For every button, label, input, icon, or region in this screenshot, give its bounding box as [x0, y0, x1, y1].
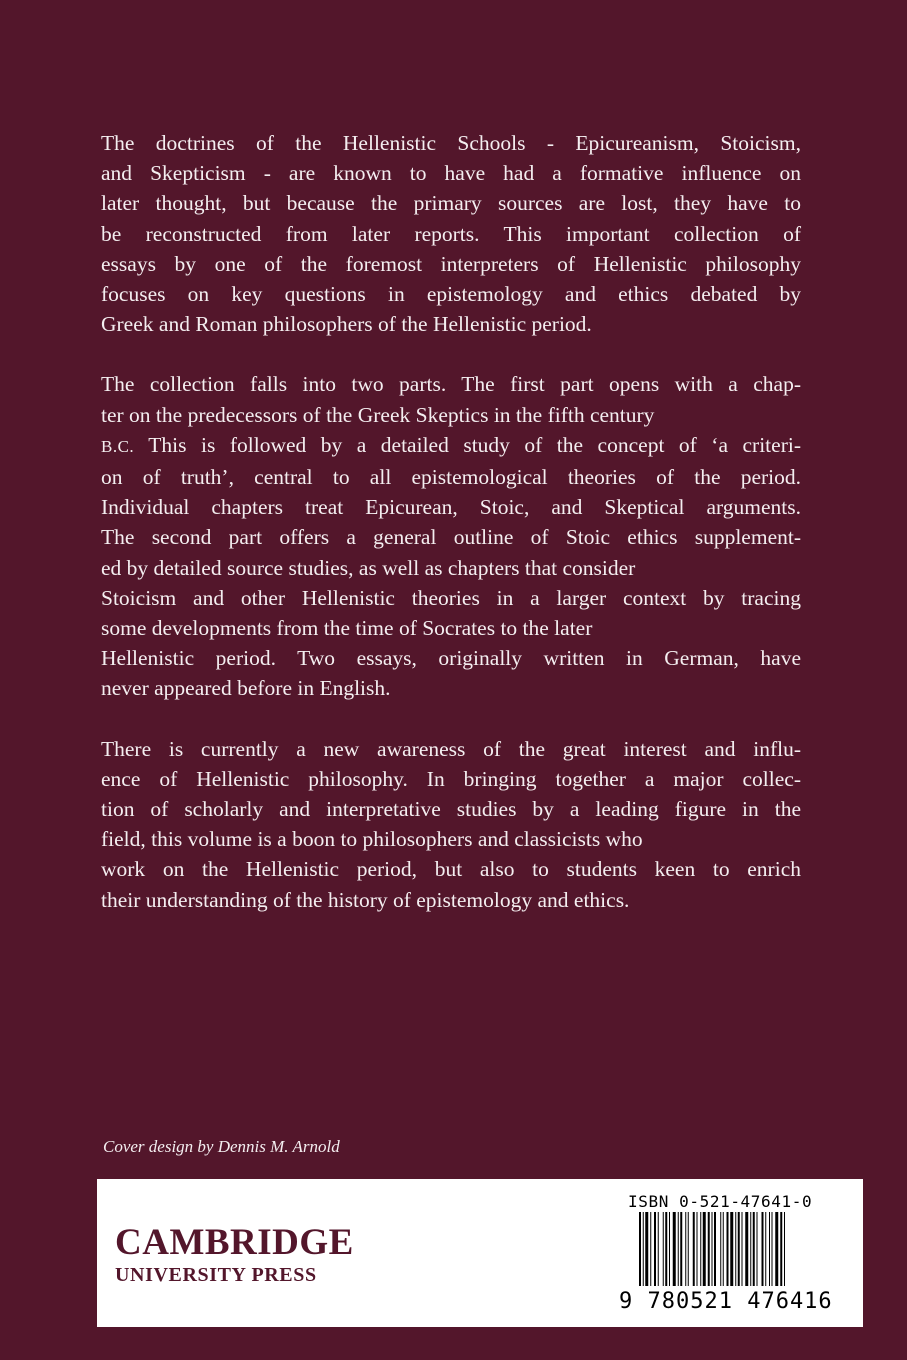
barcode-bar: [727, 1212, 729, 1286]
barcode-bar: [780, 1212, 782, 1286]
text-line: never appeared before in English.: [101, 676, 391, 701]
text-line: work on the Hellenistic period, but also to students keen to enrich: [101, 857, 801, 882]
barcode-bar: [639, 1212, 641, 1286]
blurb-paragraph-1: [101, 128, 801, 339]
barcode-bar: [762, 1212, 764, 1286]
text-line: [101, 430, 801, 462]
barcode-bar: [769, 1212, 770, 1286]
publisher-name: CAMBRIDGE: [115, 1222, 354, 1263]
barcode-bar: [645, 1212, 648, 1286]
blurb-paragraph-2: [101, 369, 801, 703]
barcode-bar: [742, 1212, 743, 1286]
text-line: Stoicism and other Hellenistic theories in a larger context by tracing: [101, 585, 801, 610]
barcode-bar: [753, 1212, 755, 1286]
text-line: Individual chapters treat Epicurean, Stoic, and Skeptical arguments.: [101, 495, 801, 520]
barcode-bar: [772, 1212, 773, 1286]
text-line: There is currently a new awareness of the great interest and influ-: [101, 736, 801, 761]
cover-design-credit: Cover design by Dennis M. Arnold: [103, 1137, 340, 1156]
barcode-bar: [697, 1212, 698, 1286]
barcode-bar: [714, 1212, 716, 1286]
text-line: be reconstructed from later reports. This important collection of: [101, 221, 801, 246]
barcode-bar: [750, 1212, 751, 1286]
text-line: The second part offers a general outline of Stoic ethics supplement-: [101, 525, 801, 550]
barcode-number: 9 780521 476416: [619, 1289, 833, 1314]
publisher-subname: UNIVERSITY PRESS: [115, 1264, 317, 1286]
barcode-bar: [745, 1212, 748, 1286]
small-caps-text: B.C.: [101, 436, 135, 456]
text-line: and Skepticism - are known to have had a formative influence on: [101, 161, 801, 186]
text-line: some developments from the time of Socrates to the later: [101, 616, 593, 641]
barcode-bar: [757, 1212, 758, 1286]
text-line: ed by detailed source studies, as well as chapters that consider: [101, 555, 636, 580]
publisher-logo: [115, 1224, 354, 1286]
barcode-bar: [735, 1212, 736, 1286]
barcode-bar: [703, 1212, 706, 1286]
barcode-bar: [723, 1212, 724, 1286]
text-line: Greek and Roman philosophers of the Hellenistic period.: [101, 312, 592, 337]
barcode-bar: [775, 1212, 778, 1286]
barcode-bar: [693, 1212, 695, 1286]
text-line: Hellenistic period. Two essays, originally written in German, have: [101, 646, 801, 671]
barcode-bar: [665, 1212, 667, 1286]
barcode-bar: [738, 1212, 740, 1286]
barcode-bar: [673, 1212, 676, 1286]
publisher-panel: [97, 1179, 863, 1327]
barcode-bar: [688, 1212, 689, 1286]
text-line: The doctrines of the Hellenistic Schools - Epicureanism, Stoicism,: [101, 131, 801, 155]
barcode-bar: [784, 1212, 785, 1286]
barcode-bar: [643, 1212, 644, 1286]
barcode-bar: [669, 1212, 670, 1286]
text-line: ence of Hellenistic philosophy. In bringing together a major collec-: [101, 766, 801, 791]
text-line: later thought, but because the primary sources are lost, they have to: [101, 191, 801, 216]
barcode-bar: [720, 1212, 721, 1286]
text-line: field, this volume is a boon to philosophers and classicists who: [101, 827, 643, 852]
text-line: ter on the predecessors of the Greek Skeptics in the fifth century: [101, 402, 655, 427]
blurb-paragraph-3: [101, 734, 801, 915]
barcode: [639, 1212, 839, 1286]
barcode-bar: [685, 1212, 686, 1286]
barcode-bar: [730, 1212, 733, 1286]
barcode-bar: [650, 1212, 651, 1286]
text-line: their understanding of the history of epistemology and ethics.: [101, 887, 630, 912]
barcode-bar: [700, 1212, 701, 1286]
barcode-bar: [712, 1212, 713, 1286]
isbn-label: ISBN 0-521-47641-0: [628, 1192, 813, 1211]
barcode-bar: [680, 1212, 682, 1286]
barcode-bar: [765, 1212, 766, 1286]
barcode-bar: [708, 1212, 710, 1286]
text-line: on of truth’, central to all epistemological theories of the period.: [101, 465, 801, 490]
text-line: The collection falls into two parts. The first part opens with a chap-: [101, 372, 801, 397]
barcode-bar: [663, 1212, 664, 1286]
barcode-bar: [654, 1212, 656, 1286]
text-line: focuses on key questions in epistemology and ethics debated by: [101, 282, 801, 307]
barcode-bar: [658, 1212, 659, 1286]
blurb: [101, 128, 801, 945]
text-line: tion of scholarly and interpretative studies by a leading figure in the: [101, 797, 801, 822]
text-line: essays by one of the foremost interpreters of Hellenistic philosophy: [101, 251, 801, 276]
barcode-bar: [678, 1212, 679, 1286]
text-line-rest: This is followed by a detailed study of the concept of ‘a criteri-: [134, 432, 801, 457]
